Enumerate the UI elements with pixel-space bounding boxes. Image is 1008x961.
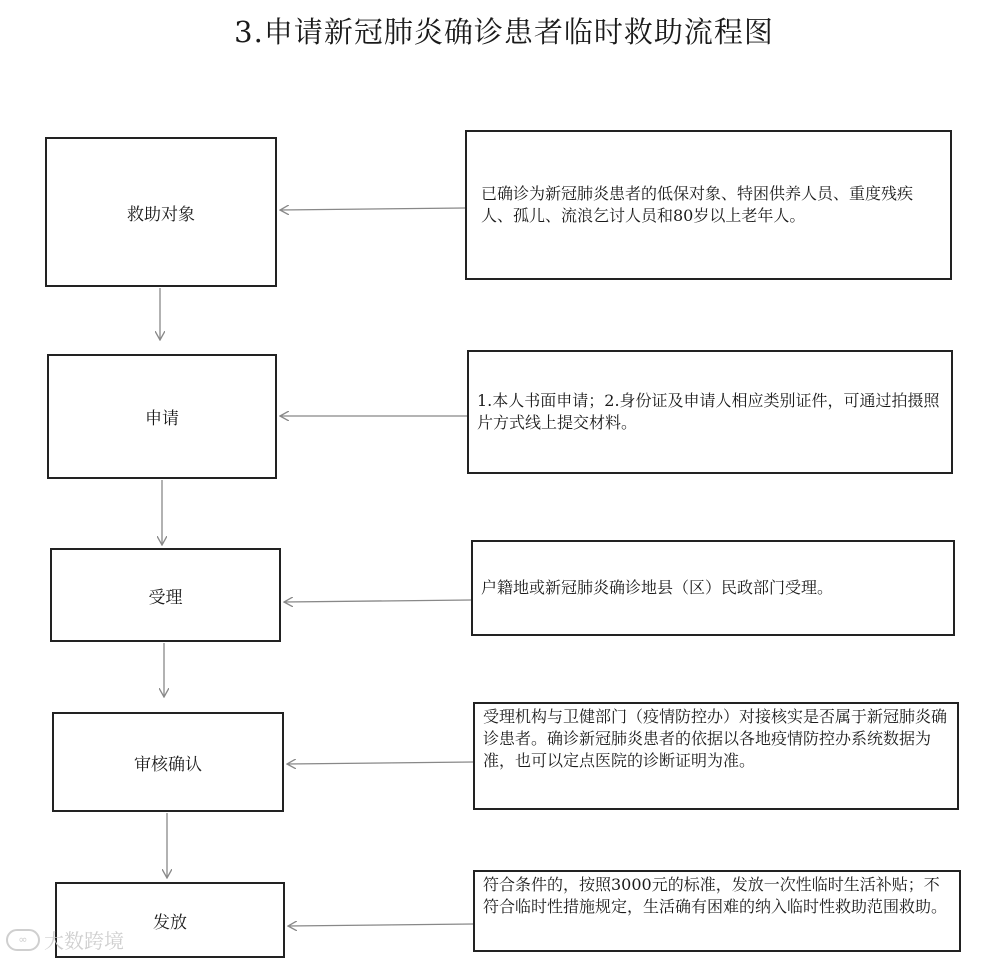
step-label: 申请 bbox=[145, 409, 179, 429]
step-box-application bbox=[47, 354, 277, 479]
note-box-acceptance bbox=[471, 540, 955, 636]
page-title: 3.申请新冠肺炎确诊患者临时救助流程图 bbox=[234, 15, 774, 49]
step-label: 受理 bbox=[148, 587, 183, 608]
note-box-assistance-target bbox=[465, 130, 952, 280]
step-label: 审核确认 bbox=[134, 754, 202, 775]
watermark bbox=[6, 925, 124, 954]
note-text: 受理机构与卫健部门（疫情防控办）对接核实是否属于新冠肺炎确诊患者。确诊新冠肺炎患者的依据以各地疫情防控办系统数据为准，也可以定点医院的诊断证明为准。 bbox=[483, 707, 948, 771]
note-box-application bbox=[467, 350, 953, 474]
note-text: 户籍地或新冠肺炎确诊地县（区）民政部门受理。 bbox=[481, 577, 834, 597]
note-box-disbursement bbox=[473, 870, 961, 952]
step-label: 救助对象 bbox=[127, 204, 195, 225]
step-box-assistance-target bbox=[45, 137, 277, 287]
arrow-note-to-step-4 bbox=[287, 762, 473, 764]
arrow-note-to-step-3 bbox=[284, 600, 471, 602]
step-label: 发放 bbox=[153, 912, 187, 933]
arrow-note-to-step-1 bbox=[280, 208, 465, 210]
note-text: 已确诊为新冠肺炎患者的低保对象、特困供养人员、重度残疾人、孤儿、流浪乞讨人员和80岁以上老年人。 bbox=[481, 183, 914, 225]
watermark-logo-icon: ∞ bbox=[6, 929, 40, 951]
arrow-note-to-step-5 bbox=[288, 924, 473, 926]
step-box-acceptance bbox=[50, 548, 281, 642]
note-text: 符合条件的，按照3000元的标准，发放一次性临时生活补贴；不符合临时性措施规定，生活确有困难的纳入临时性救助范围救助。 bbox=[483, 875, 948, 917]
note-box-review bbox=[473, 702, 959, 810]
watermark-text: 大数跨境 bbox=[44, 929, 124, 953]
step-box-review bbox=[52, 712, 284, 812]
note-text: 1.本人书面申请；2.身份证及申请人相应类别证件，可通过拍摄照片方式线上提交材料。 bbox=[477, 390, 940, 432]
